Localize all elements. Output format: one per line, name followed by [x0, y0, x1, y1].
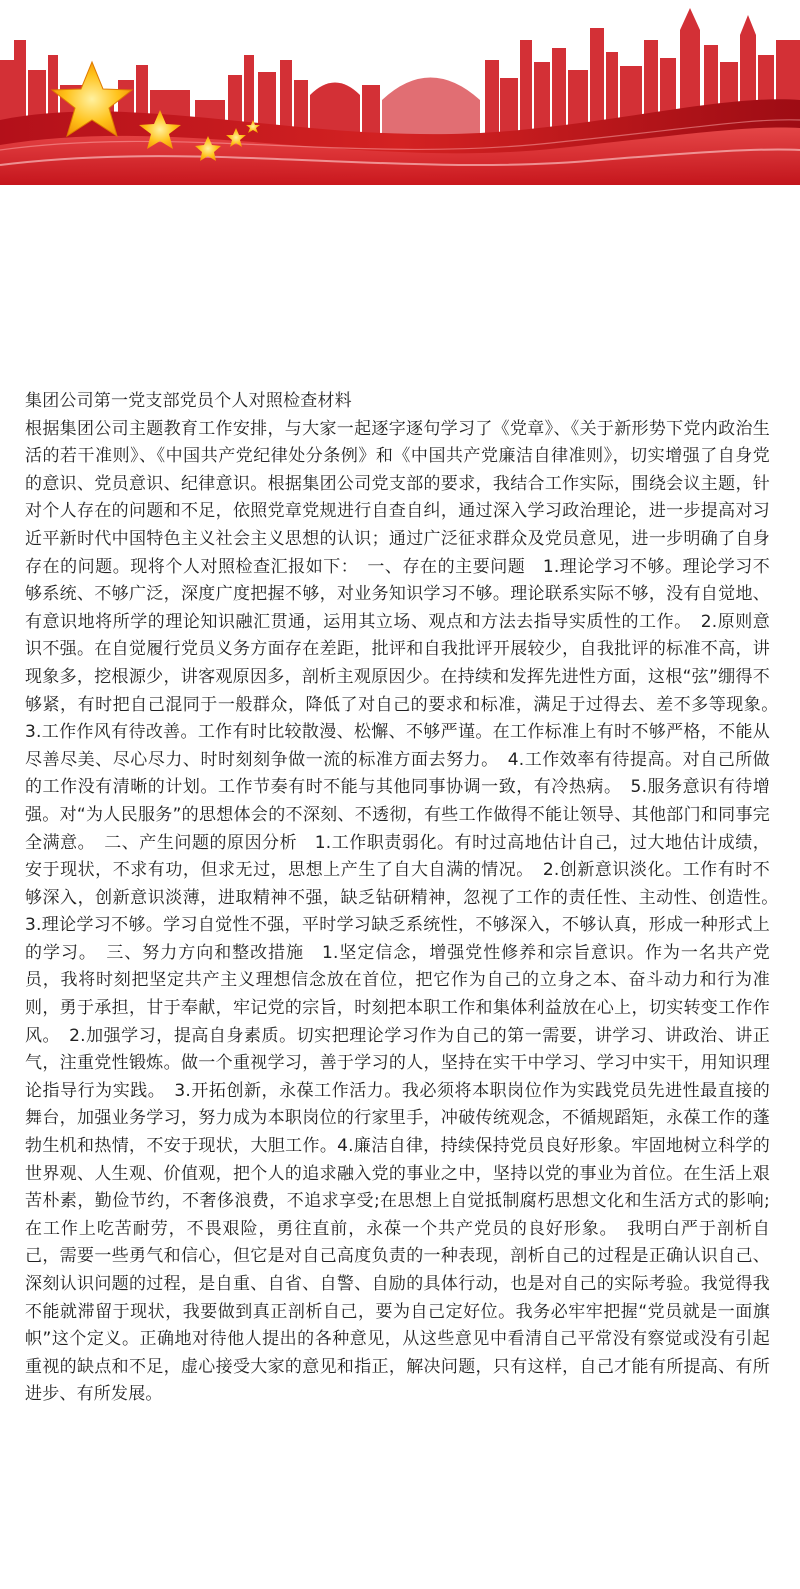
header-banner [0, 0, 800, 185]
document-body: 根据集团公司主题教育工作安排，与大家一起逐字逐句学习了《党章》、《关于新形势下党内政治生活的若干准则》、《中国共产党纪律处分条例》和《中国共产党廉洁自律准则》，切实增强了自身党的意识、党员意识、纪律意识。根据集团公司党支部的要求，我结合工作实际，围绕会议主题，针对个人存在的问题和不足，依照党章党规进行自查自纠，通过深入学习政治理论，进一步提高对习近平新时代中国特色主义社会主义思想的认识；通过广泛征求群众及党员意见，进一步明确了自身存在的问题。现将个人对照检查汇报如下： 一、存在的主要问题 1.理论学习不够。理论学习不够系统、不够广泛，深度广度把握不够，对业务知识学习不够。理论联系实际不够，没有自觉地、有意识地将所学的理论知识融汇贯通，运用其立场、观点和方法去指导实质性的工作。 2.原则意识不强。在自觉履行党员义务方面存在差距，批评和自我批评开展较少，自我批评的标准不高，讲现象多，挖根源少，讲客观原因多，剖析主观原因少。在持续和发挥先进性方面，这根“弦”绷得不够紧，有时把自己混同于一般群众，降低了对自己的要求和标准，满足于过得去、差不多等现象。 3.工作作风有待改善。工作有时比较散漫、松懈、不够严谨。在工作标准上有时不够严格，不能从尽善尽美、尽心尽力、时时刻刻争做一流的标准方面去努力。 4.工作效率有待提高。对自己所做的工作没有清晰的计划。工作节奏有时不能与其他同事协调一致，有冷热病。 5.服务意识有待增强。对“为人民服务”的思想体会的不深刻、不透彻，有些工作做得不能让领导、其他部门和同事完全满意。 二、产生问题的原因分析 1.工作职责弱化。有时过高地估计自己，过大地估计成绩，安于现状，不求有功，但求无过，思想上产生了自大自满的情况。 2.创新意识淡化。工作有时不够深入，创新意识淡薄，进取精神不强，缺乏钻研精神，忽视了工作的责任性、主动性、创造性。 3.理论学习不够。学习自觉性不强，平时学习缺乏系统性，不够深入，不够认真，形成一种形式上的学习。 三、努力方向和整改措施 1.坚定信念，增强党性修养和宗旨意识。作为一名共产党员，我将时刻把坚定共产主义理想信念放在首位，把它作为自己的立身之本、奋斗动力和行为准则，勇于承担，甘于奉献，牢记党的宗旨，时刻把本职工作和集体利益放在心上，切实转变工作作风。 2.加强学习，提高自身素质。切实把理论学习作为自己的第一需要，讲学习、讲政治、讲正气，注重党性锻炼。做一个重视学习，善于学习的人，坚持在实干中学习、学习中实干，用知识理论指导行为实践。 3.开拓创新，永葆工作活力。我必须将本职岗位作为实践党员先进性最直接的舞台，加强业务学习，努力成为本职岗位的行家里手，冲破传统观念，不循规蹈矩，永葆工作的蓬勃生机和热情，不安于现状，大胆工作。4.廉洁自律，持续保持党员良好形象。牢固地树立科学的世界观、人生观、价值观，把个人的追求融入党的事业之中，坚持以党的事业为首位。在生活上艰苦朴素，勤俭节约，不奢侈浪费，不追求享受;在思想上自觉抵制腐朽思想文化和生活方式的影响;在工作上吃苦耐劳，不畏艰险，勇往直前，永葆一个共产党员的良好形象。 我明白严于剖析自己，需要一些勇气和信心，但它是对自己高度负责的一种表现，剖析自己的过程是正确认识自己、深刻认识问题的过程，是自重、自省、自警、自励的具体行动，也是对自己的实际考验。我觉得我不能就滞留于现状，我要做到真正剖析自己，要为自己定好位。我务必牢牢把握“党员就是一面旗帜”这个定义。正确地对待他人提出的各种意见，从这些意见中看清自己平常没有察觉或没有引起重视的缺点和不足，虚心接受大家的意见和指正，解决问题，只有这样，自己才能有所提高、有所进步、有所发展。 [25, 418, 788, 1405]
banner-artwork [0, 0, 800, 185]
document-title: 集团公司第一党支部党员个人对照检查材料 [25, 391, 352, 411]
document-content [25, 388, 788, 1409]
